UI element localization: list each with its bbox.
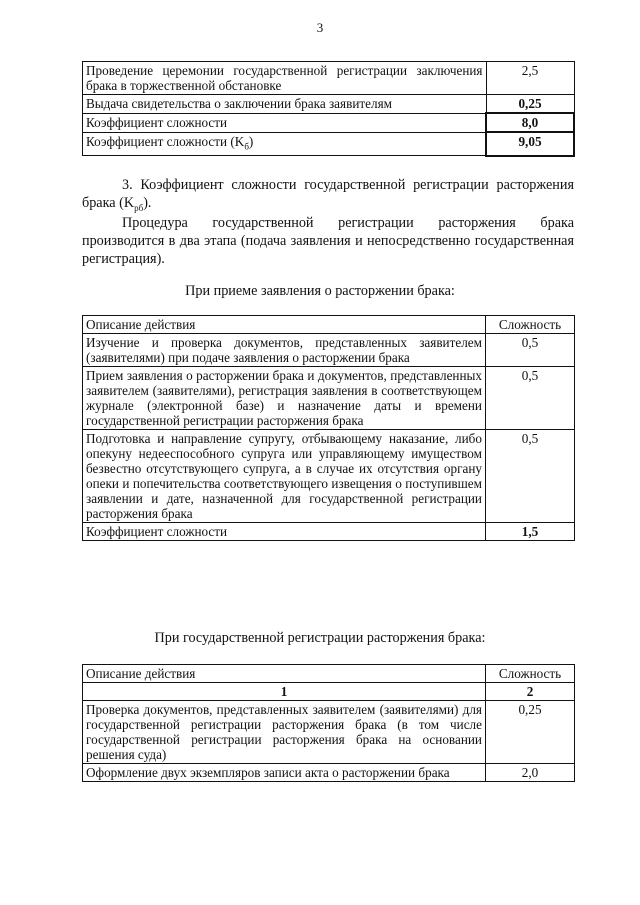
table-cell-value: 0,25: [486, 95, 574, 114]
table-header-row: [83, 316, 575, 334]
table-row: [83, 701, 575, 764]
table-cell-value: 8,0: [486, 113, 574, 132]
column-number-2: 2: [486, 683, 575, 701]
table-cell-description: Оформление двух экземпляров записи акта о расторжении брака: [83, 764, 486, 782]
table-cell-value: 0,5: [486, 334, 575, 367]
paragraph-text: Процедура государственной регистрации расторжения брака производится в два этапа (подача заявления и непосредственно государственная регистрация).: [82, 215, 574, 267]
paragraph-number: 3.: [122, 177, 133, 193]
table-row: [83, 367, 575, 430]
table-cell-value: 1,5: [486, 523, 575, 541]
table-column-numbers-row: [83, 683, 575, 701]
paragraph-subscript: рб: [134, 202, 144, 213]
table-row: [83, 430, 575, 523]
column-header-description: Описание действия: [83, 316, 486, 334]
paragraph-3: [82, 176, 574, 217]
table-cell-value: 0,5: [486, 367, 575, 430]
table-cell-description: Выдача свидетельства о заключении брака заявителям: [83, 95, 487, 114]
paragraph-procedure: [82, 214, 574, 268]
section-caption: При приеме заявления о расторжении брака:: [185, 283, 455, 299]
table-cell-description: Прием заявления о расторжении брака и документов, представленных заявителем (заявителями), регистрация заявления в соответствующем журнале (электронной базе) и назначение даты и времени государственной регистрации расторжения брака: [83, 367, 486, 430]
column-header-description: Описание действия: [83, 665, 486, 683]
desc-suffix: ): [248, 133, 254, 149]
table-cell-description: [83, 132, 487, 156]
table-cell-description: Коэффициент сложности: [83, 523, 486, 541]
complexity-table-marriage: [82, 61, 575, 157]
table-row: [83, 334, 575, 367]
column-header-complexity: Сложность: [486, 665, 575, 683]
table-cell-value: 2,0: [486, 764, 575, 782]
table-row: [83, 764, 575, 782]
table-total-row: [83, 523, 575, 541]
page-number: 3: [316, 20, 324, 35]
table-row: [83, 113, 575, 132]
complexity-table-registration: [82, 664, 575, 782]
column-header-complexity: Сложность: [486, 316, 575, 334]
column-number-1: 1: [83, 683, 486, 701]
table-row: [83, 95, 575, 114]
table-cell-value: 0,5: [486, 430, 575, 523]
table-cell-description: Проведение церемонии государственной регистрации заключения брака в торжественной обстановке: [83, 62, 487, 95]
desc-prefix: Коэффициент сложности (K: [86, 133, 245, 149]
table-cell-description: Коэффициент сложности: [83, 113, 487, 132]
table-row: [83, 132, 575, 156]
table-header-row: [83, 665, 575, 683]
table-cell-description: Подготовка и направление супругу, отбывающему наказание, либо опекуну недееспособного супруга или управляющему имуществом безвестно отсутствующего супруга, а в случае их отсутствия органу опеки и попечительства соответствующего извещения о поступившем заявлении и дате, назначенной для государственной регистрации расторжения брака: [83, 430, 486, 523]
table-cell-value: 2,5: [486, 62, 574, 95]
table-row: [83, 62, 575, 95]
table-cell-description: Изучение и проверка документов, представленных заявителем (заявителями) при подаче заявления о расторжении брака: [83, 334, 486, 367]
desc-subscript: б: [244, 141, 249, 152]
table-cell-description: Проверка документов, представленных заявителем (заявителями) для государственной регистрации расторжения брака (в том числе государственной регистрации расторжения брака на основании решения суда): [83, 701, 486, 764]
paragraph-text: Коэффициент сложности государственной регистрации расторжения брака (K: [82, 177, 575, 211]
table-cell-value: 9,05: [486, 132, 574, 156]
paragraph-suffix: ).: [143, 195, 152, 211]
table-cell-value: 0,25: [486, 701, 575, 764]
section-caption: При государственной регистрации расторжения брака:: [154, 630, 486, 646]
complexity-table-application: [82, 315, 575, 541]
